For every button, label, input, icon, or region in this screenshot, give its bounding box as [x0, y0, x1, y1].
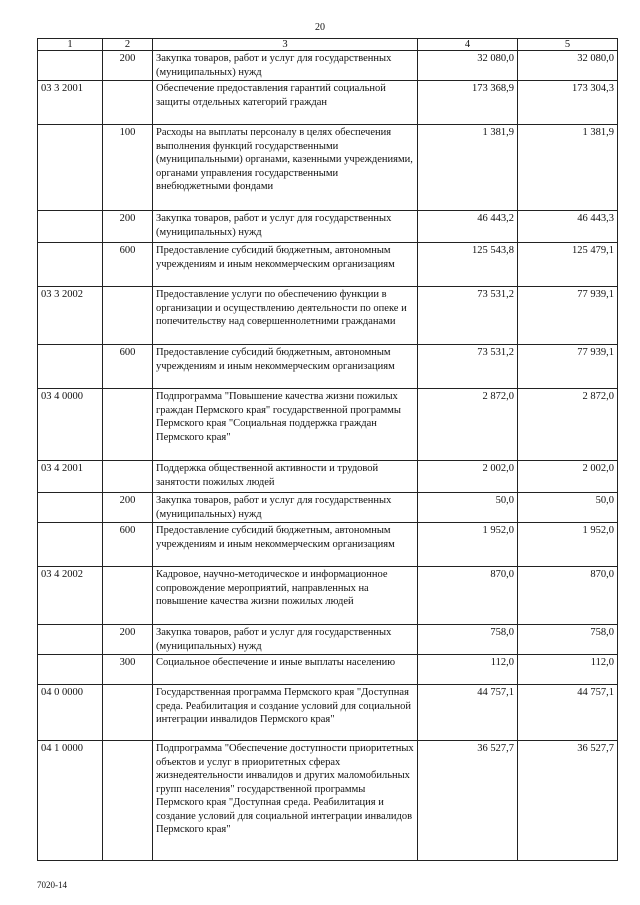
- amount-col5: 36 527,7: [518, 741, 618, 861]
- column-header-5: 5: [518, 39, 618, 51]
- target-article-code: 03 4 0000: [38, 389, 103, 461]
- table-row: [38, 51, 618, 81]
- table-row: [38, 461, 618, 493]
- column-header-1: 1: [38, 39, 103, 51]
- target-article-code: 04 1 0000: [38, 741, 103, 861]
- expense-type-code: [103, 741, 153, 861]
- column-header-2: 2: [103, 39, 153, 51]
- table-row: [38, 389, 618, 461]
- expense-name: Подпрограмма "Повышение качества жизни пожилых граждан Пермского края" государственной программы Пермского края "Социальная поддержка граждан Пермского края": [153, 389, 418, 461]
- amount-col5: 125 479,1: [518, 243, 618, 287]
- amount-col4: 50,0: [418, 493, 518, 523]
- amount-col4: 758,0: [418, 625, 518, 655]
- amount-col4: 125 543,8: [418, 243, 518, 287]
- target-article-code: 03 3 2001: [38, 81, 103, 125]
- target-article-code: 03 3 2002: [38, 287, 103, 345]
- budget-table: [37, 38, 618, 861]
- expense-type-code: 600: [103, 345, 153, 389]
- amount-col4: 112,0: [418, 655, 518, 685]
- table-row: [38, 211, 618, 243]
- expense-type-code: 300: [103, 655, 153, 685]
- column-number-row: [38, 39, 618, 51]
- amount-col5: 32 080,0: [518, 51, 618, 81]
- document-code: 7020-14: [37, 880, 67, 890]
- target-article-code: [38, 211, 103, 243]
- amount-col4: 1 381,9: [418, 125, 518, 211]
- amount-col4: 173 368,9: [418, 81, 518, 125]
- page-number: 20: [315, 22, 325, 33]
- target-article-code: 04 0 0000: [38, 685, 103, 741]
- amount-col4: 1 952,0: [418, 523, 518, 567]
- amount-col4: 73 531,2: [418, 345, 518, 389]
- amount-col4: 36 527,7: [418, 741, 518, 861]
- expense-name: Закупка товаров, работ и услуг для государственных (муниципальных) нужд: [153, 51, 418, 81]
- expense-name: Государственная программа Пермского края "Доступная среда. Реабилитация и создание условий для социальной интеграции инвалидов Пермского края": [153, 685, 418, 741]
- expense-name: Поддержка общественной активности и трудовой занятости пожилых людей: [153, 461, 418, 493]
- target-article-code: [38, 125, 103, 211]
- expense-type-code: [103, 287, 153, 345]
- expense-type-code: [103, 461, 153, 493]
- table-row: [38, 345, 618, 389]
- table-row: [38, 243, 618, 287]
- amount-col5: 2 002,0: [518, 461, 618, 493]
- amount-col4: 32 080,0: [418, 51, 518, 81]
- table-row: [38, 625, 618, 655]
- expense-type-code: 200: [103, 493, 153, 523]
- amount-col5: 173 304,3: [518, 81, 618, 125]
- amount-col5: 1 952,0: [518, 523, 618, 567]
- amount-col4: 73 531,2: [418, 287, 518, 345]
- table-row: [38, 741, 618, 861]
- target-article-code: 03 4 2002: [38, 567, 103, 625]
- expense-name: Закупка товаров, работ и услуг для государственных (муниципальных) нужд: [153, 211, 418, 243]
- expense-name: Предоставление субсидий бюджетным, автономным учреждениям и иным некоммерческим организациям: [153, 243, 418, 287]
- table-row: [38, 493, 618, 523]
- table-row: [38, 125, 618, 211]
- target-article-code: [38, 51, 103, 81]
- expense-type-code: [103, 685, 153, 741]
- amount-col5: 112,0: [518, 655, 618, 685]
- expense-name: Социальное обеспечение и иные выплаты населению: [153, 655, 418, 685]
- expense-type-code: 600: [103, 243, 153, 287]
- target-article-code: [38, 523, 103, 567]
- expense-type-code: [103, 567, 153, 625]
- amount-col4: 870,0: [418, 567, 518, 625]
- amount-col4: 44 757,1: [418, 685, 518, 741]
- expense-name: Закупка товаров, работ и услуг для государственных (муниципальных) нужд: [153, 493, 418, 523]
- amount-col5: 46 443,3: [518, 211, 618, 243]
- expense-type-code: 100: [103, 125, 153, 211]
- column-header-3: 3: [153, 39, 418, 51]
- target-article-code: [38, 655, 103, 685]
- target-article-code: [38, 345, 103, 389]
- table-row: [38, 655, 618, 685]
- target-article-code: [38, 625, 103, 655]
- amount-col4: 46 443,2: [418, 211, 518, 243]
- target-article-code: [38, 243, 103, 287]
- amount-col5: 77 939,1: [518, 345, 618, 389]
- amount-col5: 758,0: [518, 625, 618, 655]
- column-header-4: 4: [418, 39, 518, 51]
- expense-type-code: 200: [103, 625, 153, 655]
- table-row: [38, 523, 618, 567]
- target-article-code: 03 4 2001: [38, 461, 103, 493]
- amount-col5: 77 939,1: [518, 287, 618, 345]
- expense-name: Предоставление субсидий бюджетным, автономным учреждениям и иным некоммерческим организациям: [153, 345, 418, 389]
- amount-col5: 870,0: [518, 567, 618, 625]
- expense-type-code: 200: [103, 211, 153, 243]
- target-article-code: [38, 493, 103, 523]
- amount-col5: 2 872,0: [518, 389, 618, 461]
- amount-col5: 50,0: [518, 493, 618, 523]
- expense-type-code: [103, 389, 153, 461]
- table-row: [38, 567, 618, 625]
- table-row: [38, 685, 618, 741]
- expense-name: Предоставление субсидий бюджетным, автономным учреждениям и иным некоммерческим организациям: [153, 523, 418, 567]
- expense-type-code: 600: [103, 523, 153, 567]
- amount-col5: 44 757,1: [518, 685, 618, 741]
- expense-name: Закупка товаров, работ и услуг для государственных (муниципальных) нужд: [153, 625, 418, 655]
- amount-col4: 2 872,0: [418, 389, 518, 461]
- table-row: [38, 287, 618, 345]
- expense-type-code: [103, 81, 153, 125]
- expense-type-code: 200: [103, 51, 153, 81]
- expense-name: Расходы на выплаты персоналу в целях обеспечения выполнения функций государственными (муниципальными) органами, казенными учреждениями, органами управления государственными внебюджетными фондами: [153, 125, 418, 211]
- amount-col4: 2 002,0: [418, 461, 518, 493]
- expense-name: Кадровое, научно-методическое и информационное сопровождение мероприятий, направленных на повышение качества жизни пожилых людей: [153, 567, 418, 625]
- expense-name: Подпрограмма "Обеспечение доступности приоритетных объектов и услуг в приоритетных сферах жизнедеятельности инвалидов и других маломобильных групп населения" государственной программы Пермского края "Доступная среда. Реабилитация и создание условий для социальной интеграции инвалидов Пермского края": [153, 741, 418, 861]
- expense-name: Предоставление услуги по обеспечению функции в организации и осуществлению деятельности по опеке и попечительству над совершеннолетними гражданами: [153, 287, 418, 345]
- table-row: [38, 81, 618, 125]
- amount-col5: 1 381,9: [518, 125, 618, 211]
- expense-name: Обеспечение предоставления гарантий социальной защиты отдельных категорий граждан: [153, 81, 418, 125]
